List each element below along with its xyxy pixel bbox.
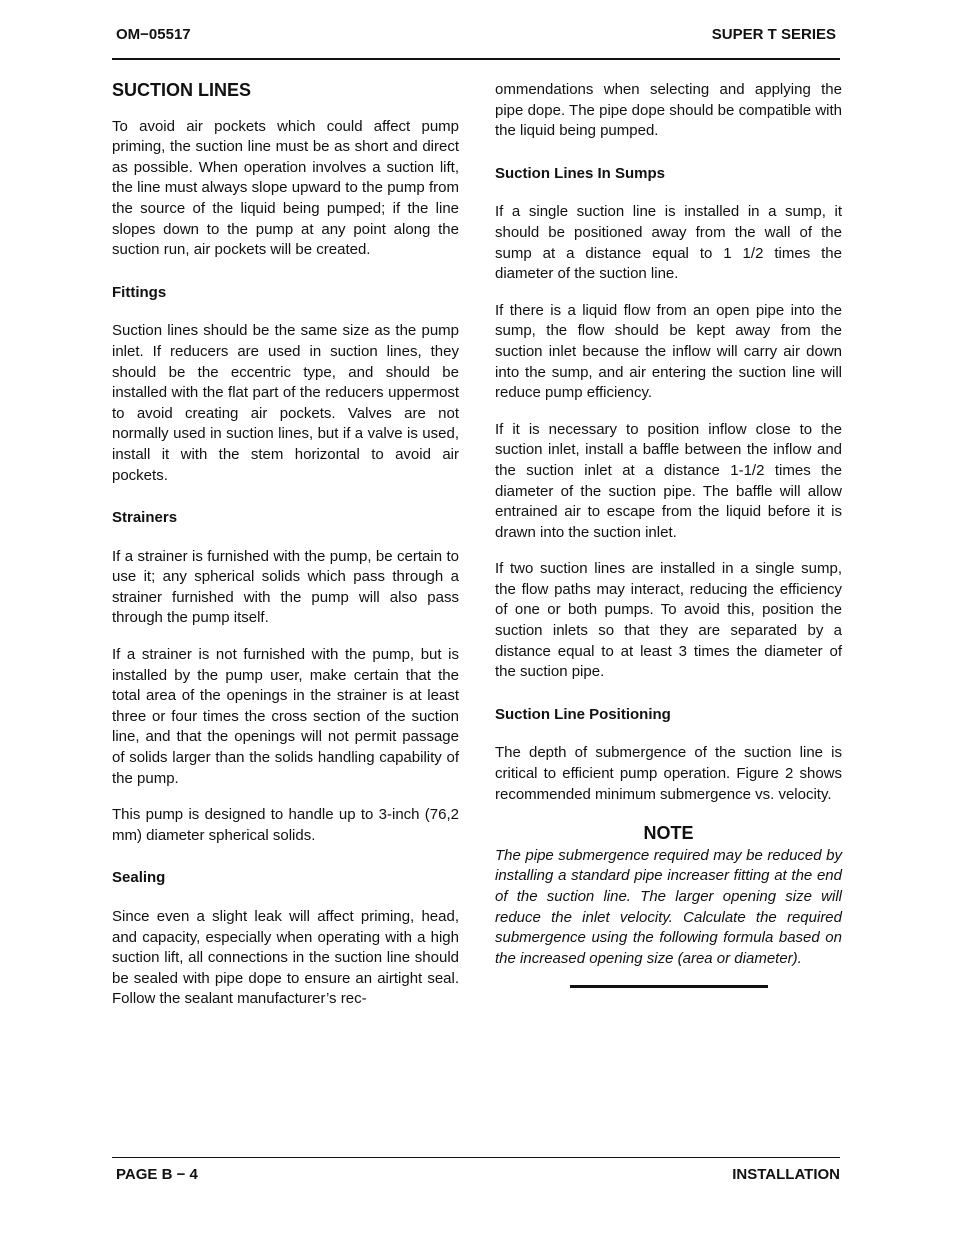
strainers-paragraph-2: If a strainer is not furnished with the pump, but is installed by the pump user, make certain that the total area of the openings in the strainer is at least three or four times the cross section of the suction line, and that the openings will not permit passage of solids larger than the solids handling capability of the pump. xyxy=(112,646,459,787)
strainers-paragraph-1: If a strainer is furnished with the pump, be certain to use it; any spherical solids which pass through a strainer furnished with the pump will also pass through the pump itself. xyxy=(112,547,459,627)
positioning-heading: Suction Line Positioning xyxy=(495,705,671,723)
section-name: INSTALLATION xyxy=(732,1166,840,1183)
page-header xyxy=(112,26,840,46)
positioning-paragraph: The depth of submergence of the suction line is critical to efficient pump operation. Figure 2 shows recommended minimum submergence vs. velocity. xyxy=(495,744,842,803)
strainers-heading: Strainers xyxy=(112,509,178,527)
sealing-paragraph: Since even a slight leak will affect priming, head, and capacity, especially when operating with a high suction lift, all connections in the suction line should be sealed with pipe dope to ensure an airtight seal. Follow the sealant manufacturer’s rec- xyxy=(112,908,459,1008)
note-end-rule xyxy=(570,985,768,988)
header-rule xyxy=(112,58,840,60)
sumps-paragraph-2: If there is a liquid flow from an open pipe into the sump, the flow should be kept away from the suction inlet because the inflow will carry air down into the sump, and air entering the suction line will reduce pump efficiency. xyxy=(495,301,842,402)
sumps-paragraph-4: If two suction lines are installed in a single sump, the flow paths may interact, reducing the efficiency of one or both pumps. To avoid this, position the suction inlets so that they are separated by a distance equal to at least 3 times the diameter of the suction pipe. xyxy=(495,560,842,681)
left-column xyxy=(112,76,459,1026)
note-title: NOTE xyxy=(643,823,694,844)
intro-paragraph: To avoid air pockets which could affect pump priming, the suction line must be as short and direct as possible. When operation involves a suction lift, the line must always slope upward to the pump from the source of the liquid being pumped; if the line slopes down to the pump at any point along the suction run, air pockets will be created. xyxy=(112,117,459,259)
series-title: SUPER T SERIES xyxy=(711,26,836,43)
fittings-paragraph: Suction lines should be the same size as the pump inlet. If reducers are used in suction lines, they should be the eccentric type, and should be installed with the flat part of the reducers uppermost to avoid creating air pockets. Valves are not normally used in suction lines, but if a valve is used, install it with the stem horizontal to avoid air pockets. xyxy=(112,322,459,484)
page-footer xyxy=(112,1166,840,1186)
doc-number: OM−05517 xyxy=(116,26,191,43)
fittings-heading: Fittings xyxy=(112,283,167,301)
sealing-heading: Sealing xyxy=(112,869,166,887)
section-title: SUCTION LINES xyxy=(112,80,252,100)
strainers-paragraph-3: This pump is designed to handle up to 3-inch (76,2 mm) diameter spherical solids. xyxy=(112,806,459,844)
note-body: The pipe submergence required may be reduced by installing a standard pipe increaser fitting at the end of the suction line. The larger opening size will reduce the inlet velocity. Calculate the required submergence using the following formula based on the increased opening size (area or diameter). xyxy=(495,846,842,967)
right-column xyxy=(495,76,842,988)
sumps-paragraph-1: If a single suction line is installed in a sump, it should be positioned away from the wall of the sump at a distance equal to 1 1/2 times the diameter of the suction line. xyxy=(495,203,842,283)
sumps-paragraph-3: If it is necessary to position inflow close to the suction inlet, install a baffle between the inflow and the suction inlet at a distance 1-1/2 times the diameter of the suction pipe. The baffle will allow entrained air to escape from the liquid before it is drawn into the suction inlet. xyxy=(495,420,842,541)
footer-rule xyxy=(112,1157,840,1158)
sealing-continued-paragraph: ommendations when selecting and applying the pipe dope. The pipe dope should be compatible with the liquid being pumped. xyxy=(495,81,842,140)
sumps-heading: Suction Lines In Sumps xyxy=(495,164,666,182)
page-number: PAGE B − 4 xyxy=(116,1166,198,1183)
